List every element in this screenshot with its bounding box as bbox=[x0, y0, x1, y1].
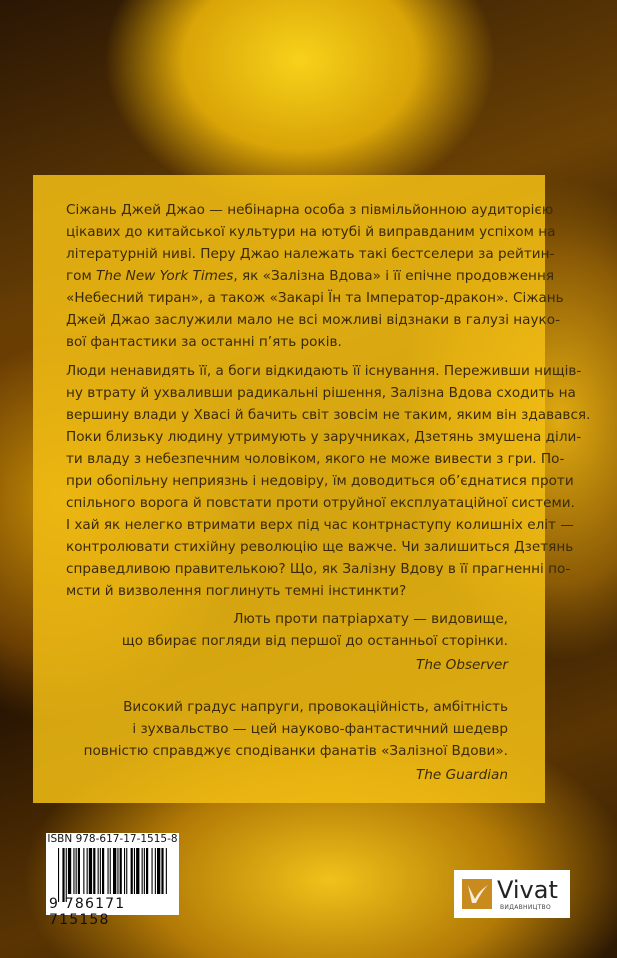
barcode-bar bbox=[120, 848, 122, 894]
text-line: Сіжань Джей Джао — небінарна особа з півмільйонною аудиторією bbox=[66, 202, 554, 218]
text-line: вершину влади у Хвасі й бачить світ зовсім не таким, яким він здавався. bbox=[66, 407, 591, 423]
text-line: ти владу з небезпечним чоловіком, якого не може вивести з гри. По- bbox=[66, 451, 565, 467]
barcode-bar bbox=[157, 848, 160, 894]
text-line: мсти й визволення поглинуть темні інстинкти? bbox=[66, 583, 407, 599]
barcode-bar bbox=[117, 848, 118, 894]
text-panel bbox=[33, 175, 591, 803]
barcode-bar bbox=[144, 848, 145, 894]
barcode-bar bbox=[161, 848, 163, 894]
barcode bbox=[46, 833, 179, 928]
publisher-subtitle: ВИДАВНИЦТВО bbox=[500, 904, 551, 911]
barcode-bar bbox=[142, 848, 143, 894]
barcode-bar bbox=[131, 848, 133, 894]
text-line: вої фантастики за останні п’ять років. bbox=[66, 334, 342, 350]
text-line: справедливою правителькою? Що, як Залізну Вдову в її прагненні по- bbox=[66, 561, 571, 577]
barcode-bar bbox=[100, 848, 101, 894]
text-line: І хай як нелегко втримати верх під час контрнаступу колишніх еліт — bbox=[66, 517, 574, 533]
review-source: The Guardian bbox=[415, 767, 508, 783]
barcode-bar bbox=[102, 848, 104, 894]
barcode-bar bbox=[83, 848, 84, 894]
barcode-bar bbox=[136, 848, 139, 894]
text-line: спільного ворога й повстати проти отруйної експлуатаційної системи. bbox=[66, 495, 575, 511]
text-line: Поки близьку людину утримують у заручниках, Дзетянь змушена діли- bbox=[66, 429, 582, 445]
barcode-bar bbox=[113, 848, 116, 894]
barcode-bar bbox=[98, 848, 99, 894]
review-quote bbox=[84, 696, 508, 762]
barcode-bar bbox=[66, 848, 67, 902]
text-line: при обопільну неприязнь і недовіру, їм доводиться об’єднатися проти bbox=[66, 473, 574, 489]
barcode-bar bbox=[134, 848, 135, 894]
barcode-bar bbox=[93, 848, 95, 894]
barcode-bar bbox=[126, 848, 127, 894]
publisher-logo bbox=[454, 870, 570, 918]
text-line: Люди ненавидять її, а боги відкидають її існування. Переживши нищів- bbox=[66, 363, 582, 379]
nyt-title: The New York Times bbox=[96, 268, 234, 284]
synopsis bbox=[66, 360, 591, 602]
text-line: «Небесний тиран», а також «Закарі Їн та Імператор-дракон». Сіжань bbox=[66, 290, 564, 306]
barcode-bar bbox=[87, 848, 88, 894]
barcode-bar bbox=[166, 848, 167, 894]
barcode-bar bbox=[73, 848, 74, 894]
isbn-label: ISBN 978-617-17-1515-8 bbox=[47, 833, 178, 845]
review-quote bbox=[122, 608, 508, 652]
barcode-digits: 9 786171 715158 bbox=[49, 896, 126, 928]
barcode-bar bbox=[152, 848, 153, 894]
text-line: цікавих до китайської культури на ютубі й виправданим успіхом на bbox=[66, 224, 556, 240]
text-line: повністю справджує сподіванки фанатів «Залізної Вдови». bbox=[83, 743, 508, 759]
about-author bbox=[66, 199, 564, 353]
barcode-bar bbox=[155, 848, 156, 894]
text-line: ну втрату й ухваливши радикальні рішення, Залізна Вдова сходить на bbox=[66, 385, 576, 401]
text-line: літературній ниві. Перу Джао належать такі бестселери за рейтин- bbox=[66, 246, 555, 262]
barcode-bar bbox=[146, 848, 148, 894]
text-segment: гом bbox=[66, 268, 97, 284]
text-line: і зухвальство — цей науково-фантастичний шедевр bbox=[132, 721, 508, 737]
barcode-bar bbox=[58, 848, 59, 902]
barcode-bar bbox=[124, 848, 125, 894]
barcode-bar bbox=[68, 848, 71, 894]
barcode-bar bbox=[89, 848, 92, 894]
text-line: Лють проти патріархату — видовище, bbox=[233, 611, 508, 627]
text-line bbox=[66, 265, 555, 287]
barcode-bar bbox=[110, 848, 111, 894]
barcode-bar bbox=[108, 848, 109, 894]
feather-icon bbox=[462, 879, 492, 909]
barcode-bars bbox=[58, 848, 170, 902]
text-line: що вбирає погляди від першої до останньої сторінки. bbox=[121, 633, 508, 649]
review-source: The Observer bbox=[416, 657, 508, 673]
text-line: контролювати стихійну революцію ще важче. Чи залишиться Дзетянь bbox=[66, 539, 574, 555]
barcode-bar bbox=[62, 848, 64, 902]
text-line: Джей Джао заслужили мало не всі можливі відзнаки в галузі науко- bbox=[66, 312, 560, 328]
text-line: Високий градус напруги, провокаційність, амбітність bbox=[123, 699, 508, 715]
publisher-name: Vivat bbox=[497, 876, 558, 904]
text-segment: , як «Залізна Вдова» і її епічне продовження bbox=[233, 268, 555, 284]
barcode-bar bbox=[78, 848, 80, 894]
barcode-bar bbox=[76, 848, 77, 894]
